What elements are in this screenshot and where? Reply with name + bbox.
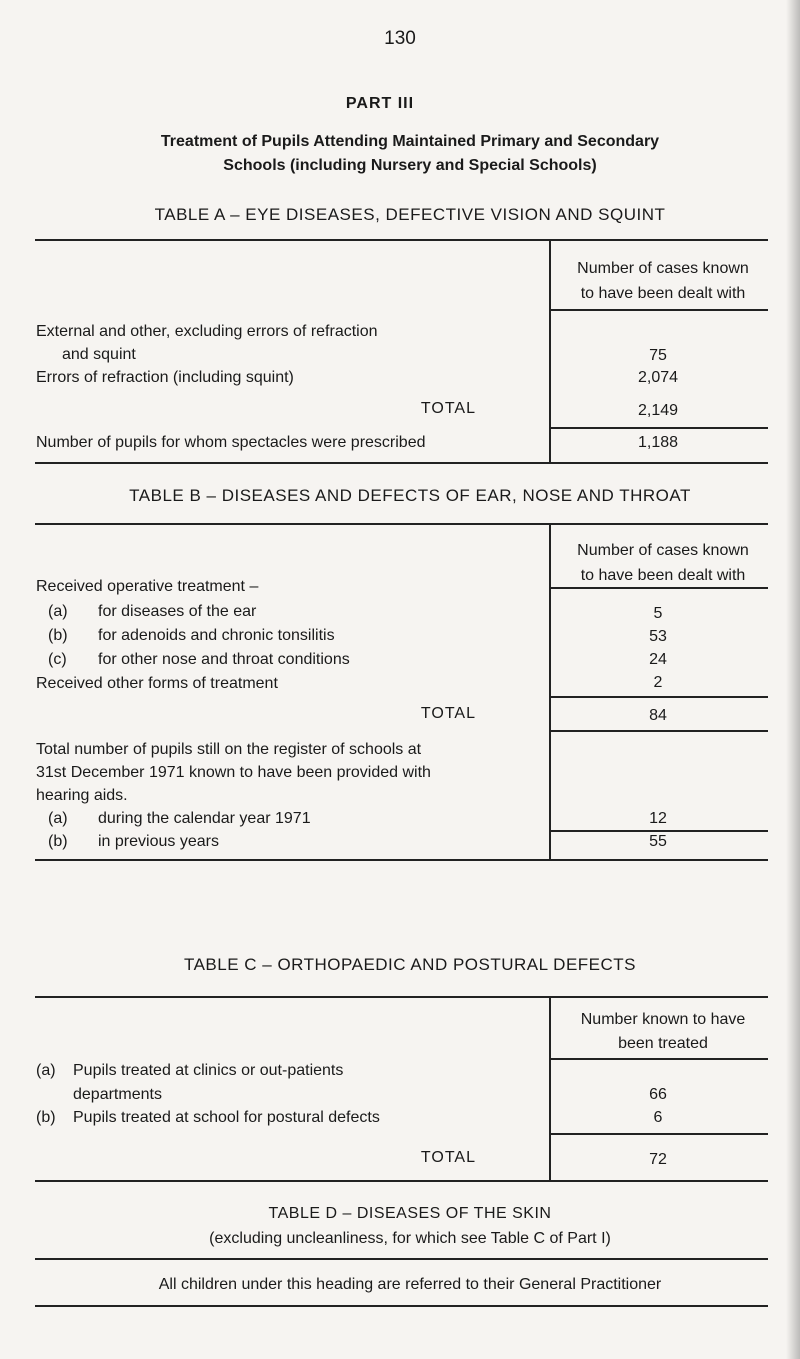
table-b-item-a-value: 5	[653, 605, 663, 622]
table-c-item-b-value: 6	[653, 1109, 663, 1126]
table-c-item-b-label: Pupils treated at school for postural defects	[73, 1109, 380, 1126]
table-d-note: All children under this heading are referred to their General Practitioner	[158, 1276, 662, 1293]
table-c-header-rule	[549, 1058, 768, 1060]
table-c-total-label: TOTAL	[420, 1149, 476, 1166]
table-c-header-line1: Number known to have	[580, 1011, 746, 1028]
table-a-total-label: TOTAL	[420, 400, 476, 417]
table-a-row3-value: 1,188	[637, 434, 679, 451]
table-d-bottom-rule	[35, 1305, 768, 1307]
table-b-item-b-letter: (b)	[48, 627, 68, 644]
table-b-hearing-line3: hearing aids.	[36, 787, 128, 804]
subtitle-line1: Treatment of Pupils Attending Maintained Primary and Secondary	[160, 133, 660, 150]
table-c-item-a-label: Pupils treated at clinics or out-patients	[73, 1062, 344, 1079]
table-c-title: TABLE C – ORTHOPAEDIC AND POSTURAL DEFECTS	[183, 955, 637, 974]
page-edge-shadow	[786, 0, 800, 1359]
table-c-item-a-label-cont: departments	[73, 1086, 162, 1103]
table-b-title: TABLE B – DISEASES AND DEFECTS OF EAR, NOSE AND THROAT	[129, 486, 691, 505]
table-b-total-value: 84	[649, 707, 667, 724]
table-a-header-line2: to have been dealt with	[580, 285, 746, 302]
table-b-hearing-line2: 31st December 1971 known to have been provided with	[36, 764, 431, 781]
table-b-section1-label: Received operative treatment –	[36, 578, 259, 595]
table-b-hearing-b-letter: (b)	[48, 833, 68, 850]
table-b-item-a-letter: (a)	[48, 603, 68, 620]
table-d-top-rule	[35, 1258, 768, 1260]
table-c-total-value: 72	[649, 1151, 667, 1168]
table-b-header-line2: to have been dealt with	[580, 567, 746, 584]
table-a-row3-label: Number of pupils for whom spectacles were prescribed	[36, 434, 426, 451]
table-c-header-line2: been treated	[618, 1035, 708, 1052]
table-b-total-rule	[549, 730, 768, 732]
table-c-total-rule	[549, 1133, 768, 1135]
table-b-hearing-a-label: during the calendar year 1971	[98, 810, 311, 827]
table-a-row2-value: 2,074	[637, 369, 679, 386]
table-b-subtotal-rule	[549, 696, 768, 698]
table-c-item-a-value: 66	[649, 1086, 667, 1103]
table-a-row1-value: 75	[649, 347, 667, 364]
table-c-item-a-letter: (a)	[36, 1062, 56, 1079]
table-a-header-rule	[549, 309, 768, 311]
table-b-item-a-label: for diseases of the ear	[98, 603, 257, 620]
table-b-other-label: Received other forms of treatment	[36, 675, 278, 692]
table-b-bottom-rule	[35, 859, 768, 861]
table-c-item-b-letter: (b)	[36, 1109, 56, 1126]
table-a-row1-label-cont: and squint	[62, 346, 136, 363]
part-title: PART III	[345, 95, 415, 112]
table-d-title: TABLE D – DISEASES OF THE SKIN	[268, 1205, 552, 1222]
table-a-row1-label: External and other, excluding errors of refraction	[36, 323, 378, 340]
page-number: 130	[384, 28, 416, 49]
table-a-title: TABLE A – EYE DISEASES, DEFECTIVE VISION AND SQUINT	[154, 205, 666, 224]
table-a-header-line1: Number of cases known	[577, 260, 749, 277]
table-b-header-line1: Number of cases known	[577, 542, 749, 559]
table-c-bottom-rule	[35, 1180, 768, 1182]
table-b-total-label: TOTAL	[420, 705, 476, 722]
table-b-item-c-letter: (c)	[48, 651, 67, 668]
table-b-item-c-label: for other nose and throat conditions	[98, 651, 350, 668]
table-b-item-b-label: for adenoids and chronic tonsilitis	[98, 627, 335, 644]
table-b-item-b-value: 53	[649, 628, 667, 645]
table-d-subtitle: (excluding uncleanliness, for which see Table C of Part I)	[209, 1230, 611, 1247]
table-b-header-rule	[549, 587, 768, 589]
table-b-item-c-value: 24	[649, 651, 667, 668]
table-b-top-rule	[35, 523, 768, 525]
table-a-total-value: 2,149	[637, 402, 679, 419]
table-b-hearing-b-value: 55	[649, 833, 667, 850]
table-b-other-value: 2	[653, 674, 663, 691]
table-c-top-rule	[35, 996, 768, 998]
table-b-hearing-b-label: in previous years	[98, 833, 219, 850]
table-a-top-rule	[35, 239, 768, 241]
table-a-row2-label: Errors of refraction (including squint)	[36, 369, 294, 386]
table-b-hearing-a-letter: (a)	[48, 810, 68, 827]
table-b-hearing-line1: Total number of pupils still on the register of schools at	[36, 741, 422, 758]
table-b-hearing-a-value: 12	[649, 810, 667, 827]
table-a-total-rule	[549, 427, 768, 429]
subtitle-line2: Schools (including Nursery and Special Schools)	[223, 157, 597, 174]
table-a-bottom-rule	[35, 462, 768, 464]
